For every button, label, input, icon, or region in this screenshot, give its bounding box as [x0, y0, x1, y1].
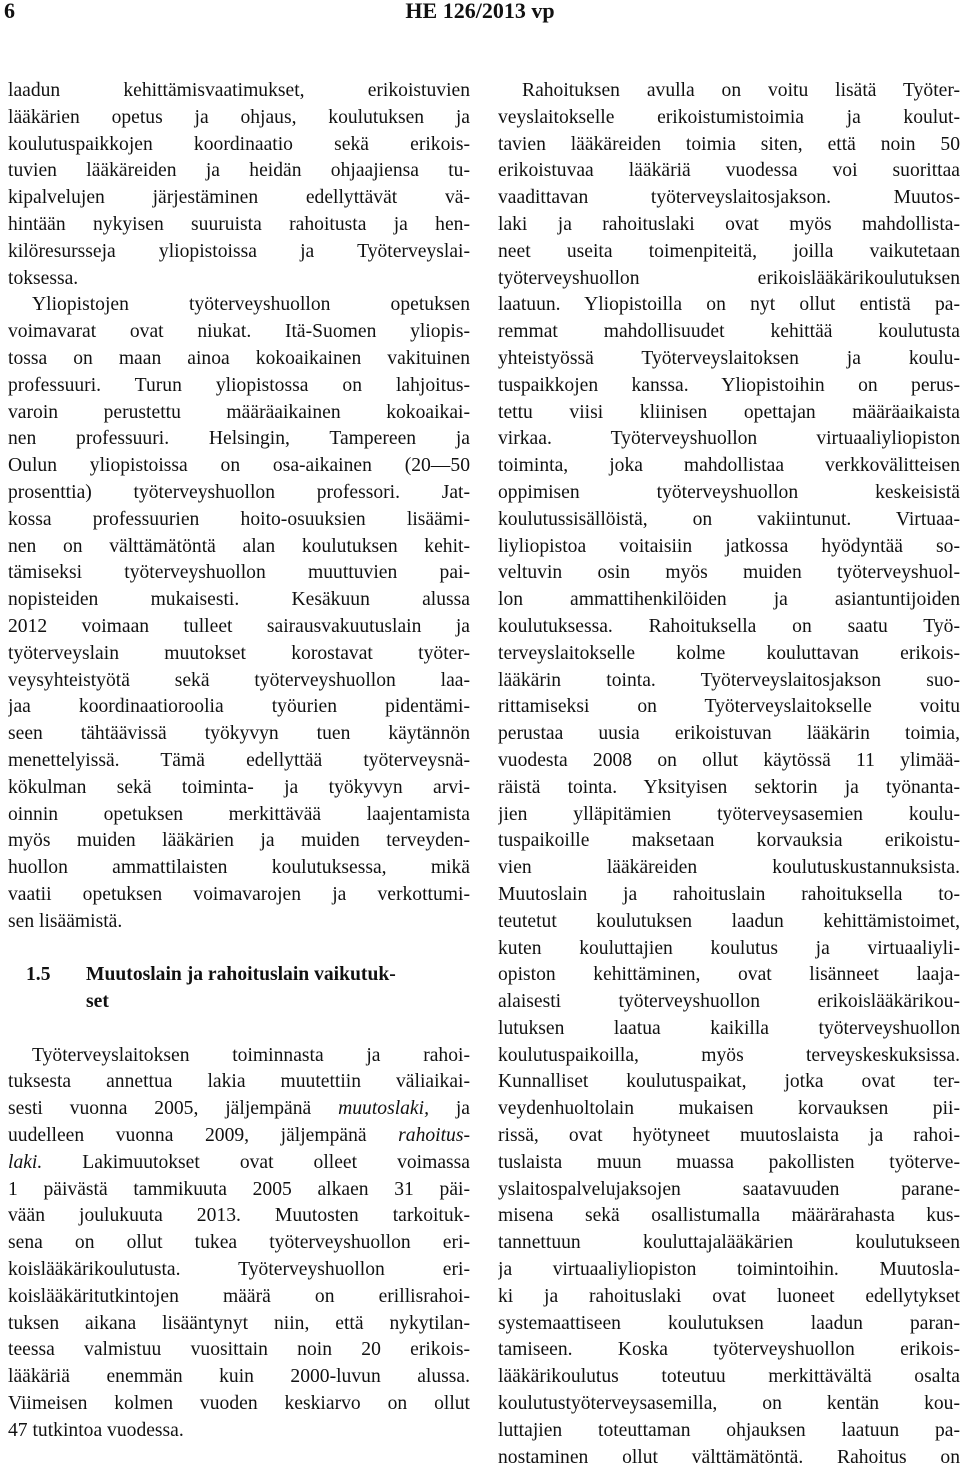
page-header	[0, 0, 960, 30]
defined-term: muutoslaki,	[338, 1098, 429, 1120]
left-column	[8, 78, 470, 1445]
text-line: Oulun yliopistoissa on osa-aikainen (20—50	[8, 455, 470, 477]
text-line: oppimisen työterveyshuollon keskeisistä	[498, 481, 960, 503]
text-line: Yliopistojen työterveyshuollon opetuksen	[32, 294, 470, 316]
spacer	[8, 1016, 470, 1043]
text-line: lääkärin tointa. Työterveyslaitosjakson suo-	[498, 669, 960, 691]
text-line: teessa valmistuu vuosittain noin 20 erikois-	[8, 1339, 470, 1361]
text-line: tuspaikkojen kanssa. Yliopistoihin on perus-	[498, 374, 960, 396]
left-paragraph-2	[8, 292, 470, 935]
text-line: veltuvin osin myös muiden työterveyshuol-	[498, 562, 960, 584]
text-line: rissä, ovat hyötyneet muutoslaista ja rahoi-	[498, 1125, 960, 1147]
text-line: voimavarat ovat niukat. Itä-Suomen yliopis-	[8, 321, 470, 343]
page-number: 6	[4, 0, 15, 23]
text-line: vaadittavan työterveyslaitosjakson. Muutos-	[498, 187, 960, 209]
text-line: teutetut koulutuksen laadun kehittämistoimet,	[498, 910, 960, 932]
text-line	[8, 1150, 470, 1177]
text-line: Muutoslain ja rahoituslain rahoituksella to-	[498, 883, 960, 905]
text-line: nopisteiden mukaisesti. Kesäkuun alussa	[8, 589, 470, 611]
text-line: virkaa. Työterveyshuollon virtuaaliyliopiston	[498, 428, 960, 450]
text-line: systemaattiseen koulutuksen laadun paran-	[498, 1312, 960, 1334]
text-line: koulutuspaikkojen koordinaatio sekä erikois-	[8, 133, 470, 155]
text-line: vaatii opetuksen voimavarojen ja verkottumi-	[8, 883, 470, 905]
text-line: työterveyslain muutokset korostavat työter-	[8, 642, 470, 664]
text-line	[8, 1123, 470, 1150]
text-segment: uudelleen vuonna 2009, jäljempänä	[8, 1125, 399, 1147]
text-line: kilöresursseja yliopistoissa ja Työterveyslai-	[8, 240, 470, 262]
text-segment: sesti vuonna 2005, jäljempänä	[8, 1098, 339, 1120]
text-line: laatuun. Yliopistoilla on nyt ollut entistä pa-	[498, 294, 960, 316]
text-line: lon ammattihenkilöiden ja asiantuntijoiden	[498, 589, 960, 611]
text-line: lääkäriä enemmän kuin 2000-luvun alussa.	[8, 1366, 470, 1388]
text-line: opiston kehittäminen, ovat lisänneet laaja-	[498, 964, 960, 986]
text-line: tettu viisi kliinisen opettajan määräaikaista	[498, 401, 960, 423]
text-line: kuten kouluttajien koulutus ja virtuaaliyli-	[498, 937, 960, 959]
text-line: professuuri. Turun yliopistossa on lahjoitus-	[8, 374, 470, 396]
text-line: koulutussisällöistä, on vakiintunut. Virtuaa-	[498, 508, 960, 530]
text-line: veyslaitokselle erikoistumistoimia ja koulut-	[498, 106, 960, 128]
text-line: toiminta, joka mahdollistaa verkkovälitteisen	[498, 455, 960, 477]
text-segment: ja	[428, 1098, 470, 1120]
text-line: tannettuun kouluttajalääkärien koulutukseen	[498, 1232, 960, 1254]
text-line: vuodesta 2008 on ollut käytössä 11 ylimää-	[498, 749, 960, 771]
text-line: tuksen aikana lisääntynyt niin, että nykytilan-	[8, 1312, 470, 1334]
text-line: jaa koordinaatioroolia työurien pidentämi-	[8, 696, 470, 718]
text-line: tavien lääkäreiden toimia siten, että noin 50	[498, 133, 960, 155]
text-line: laki ja rahoituslaki ovat myös mahdollista-	[498, 213, 960, 235]
text-line: terveyslaitokselle kolme kouluttavan erikois-	[498, 642, 960, 664]
text-line: nen on välttämätöntä alan koulutuksen kehit-	[8, 535, 470, 557]
right-paragraph	[498, 78, 960, 1471]
text-line: varoin perustettu määräaikainen kokoaikai-	[8, 401, 470, 423]
section-title-line-2: set	[86, 991, 109, 1013]
text-line: lutuksen laatua kaikilla työterveyshuollon	[498, 1017, 960, 1039]
section-number: 1.5	[26, 964, 51, 986]
spacer	[8, 936, 470, 963]
text-line: tuspaikoille maksetaan korvauksia erikoistu-	[498, 830, 960, 852]
text-line: sena on ollut tukea työterveyshuollon eri-	[8, 1232, 470, 1254]
defined-term: laki.	[8, 1151, 43, 1173]
section-title-line-1: Muutoslain ja rahoituslain vaikutuk-	[86, 964, 396, 986]
text-line: luttajien toteuttaman ohjauksen laatuun pa-	[498, 1419, 960, 1441]
text-line: kökulman sekä toiminta- ja työkyvyn arvi-	[8, 776, 470, 798]
text-line: koulutuksessa. Rahoituksella on saatu Työ-	[498, 615, 960, 637]
defined-term: rahoitus-	[398, 1125, 470, 1147]
text-line: rittamiseksi on Työterveyslaitokselle voitu	[498, 696, 960, 718]
text-line: koislääkäritutkintojen määrä on erillisrahoi-	[8, 1285, 470, 1307]
text-line: räistä tointa. Yksityisen sektorin ja työnanta-	[498, 776, 960, 798]
text-line: erikoistuvaa lääkäriä vuodessa voi suorittaa	[498, 160, 960, 182]
text-line: menettelyissä. Tämä edellyttää työterveysnä-	[8, 749, 470, 771]
text-line: Rahoituksen avulla on voitu lisätä Työter-	[522, 80, 960, 101]
section-heading-row	[8, 989, 470, 1016]
text-line: jien ylläpitämien työterveysasemien koulu-	[498, 803, 960, 825]
text-line: 47 tutkintoa vuodessa.	[8, 1419, 184, 1441]
text-line: koulutuspaikoilla, myös terveyskeskuksissa.	[498, 1044, 960, 1066]
text-line: nostaminen ollut välttämätöntä. Rahoitus on	[498, 1446, 960, 1468]
text-segment: Lakimuutokset ovat olleet voimassa	[42, 1151, 470, 1173]
text-line: remmat mahdollisuudet kehittää koulutusta	[498, 321, 960, 343]
text-line: 1 päivästä tammikuuta 2005 alkaen 31 päi-	[8, 1178, 470, 1200]
text-line: 2012 voimaan tulleet sairausvakuutuslain ja	[8, 615, 470, 637]
text-line: tuslaista muun muassa pakollisten työterve-	[498, 1151, 960, 1173]
text-line: alaisesti työterveyshuollon erikoislääkärikou-	[498, 991, 960, 1013]
text-line: nen professuuri. Helsingin, Tampereen ja	[8, 428, 470, 450]
text-line: yhteistyössä Työterveyslaitoksen ja koulu-	[498, 347, 960, 369]
text-line: huollon ammattilaisten koulutuksessa, mikä	[8, 857, 470, 879]
text-line: koulutustyöterveysasemilla, on kentän kou-	[498, 1393, 960, 1415]
text-line: veysyhteistyötä sekä työterveyshuollon laa-	[8, 669, 470, 691]
right-column	[498, 78, 960, 1471]
text-line: oinnin opetuksen merkittävää laajentamista	[8, 803, 470, 825]
text-line: misena sekä osallistumalla määrärahasta kus-	[498, 1205, 960, 1227]
text-line: työterveyshuollon erikoislääkärikoulutuksen	[498, 267, 960, 289]
text-line: kipalvelujen järjestäminen edellyttävät vä-	[8, 187, 470, 209]
text-line: tossa on maan ainoa kokoaikainen vakituinen	[8, 347, 470, 369]
left-paragraph-3	[8, 1043, 470, 1445]
text-line: prosenttia) työterveyshuollon professori. Jat-	[8, 481, 470, 503]
text-line: myös muiden lääkärien ja muiden terveyden-	[8, 830, 470, 852]
section-heading-row	[8, 962, 470, 989]
text-line: yslaitospalvelujaksojen saatavuuden parane-	[498, 1178, 960, 1200]
left-paragraph-1	[8, 78, 470, 292]
text-line: veydenhuoltolain mukaisen korvauksen pii-	[498, 1098, 960, 1120]
text-line: tuvien lääkäreiden ja heidän ohjaajiensa tu-	[8, 160, 470, 182]
text-line	[8, 1096, 470, 1123]
text-line: hintään nykyisen suuruista rahoitusta ja hen-	[8, 213, 470, 235]
text-line: seen tähtäävissä työkyvyn tuen käytännön	[8, 723, 470, 745]
text-line: ja virtuaaliyliopiston toimintoihin. Muutosla-	[498, 1259, 960, 1281]
text-line: Kunnalliset koulutuspaikat, jotka ovat ter-	[498, 1071, 960, 1093]
text-line: Viimeisen kolmen vuoden keskiarvo on ollut	[8, 1393, 470, 1415]
text-line: tuksesta annettua lakia muutettiin väliaikai-	[8, 1071, 470, 1093]
document-id: HE 126/2013 vp	[405, 0, 555, 23]
text-line: kossa professuurien hoito-osuuksien lisäämi-	[8, 508, 470, 530]
text-line: tamiseen. Koska työterveyshuollon erikois-	[498, 1339, 960, 1361]
text-line: koislääkärikoulutusta. Työterveyshuollon eri-	[8, 1259, 470, 1281]
text-line: perustaa uusia erikoistuvan lääkärin toimia,	[498, 723, 960, 745]
text-line: neet useita toimenpiteitä, joilla vaikutetaan	[498, 240, 960, 262]
text-line: vien lääkäreiden koulutuskustannuksista.	[498, 857, 960, 879]
text-line: lääkärikoulutus toteutuu merkittävältä osalta	[498, 1366, 960, 1388]
text-line: sen lisäämistä.	[8, 910, 123, 932]
text-line: vään joulukuuta 2013. Muutosten tarkoituk-	[8, 1205, 470, 1227]
text-line: lääkärien opetus ja ohjaus, koulutuksen ja	[8, 106, 470, 128]
text-line: laadun kehittämisvaatimukset, erikoistuvien	[8, 80, 470, 101]
text-line: tämiseksi työterveyshuollon muuttuvien pai-	[8, 562, 470, 584]
text-line: ki ja rahoituslaki ovat luoneet edellytykset	[498, 1285, 960, 1307]
text-line: toksessa.	[8, 267, 79, 289]
text-line: Työterveyslaitoksen toiminnasta ja rahoi-	[32, 1044, 470, 1066]
text-line: liyliopistoa voitaisiin jatkossa hyödyntää so-	[498, 535, 960, 557]
section-heading	[8, 962, 470, 1016]
